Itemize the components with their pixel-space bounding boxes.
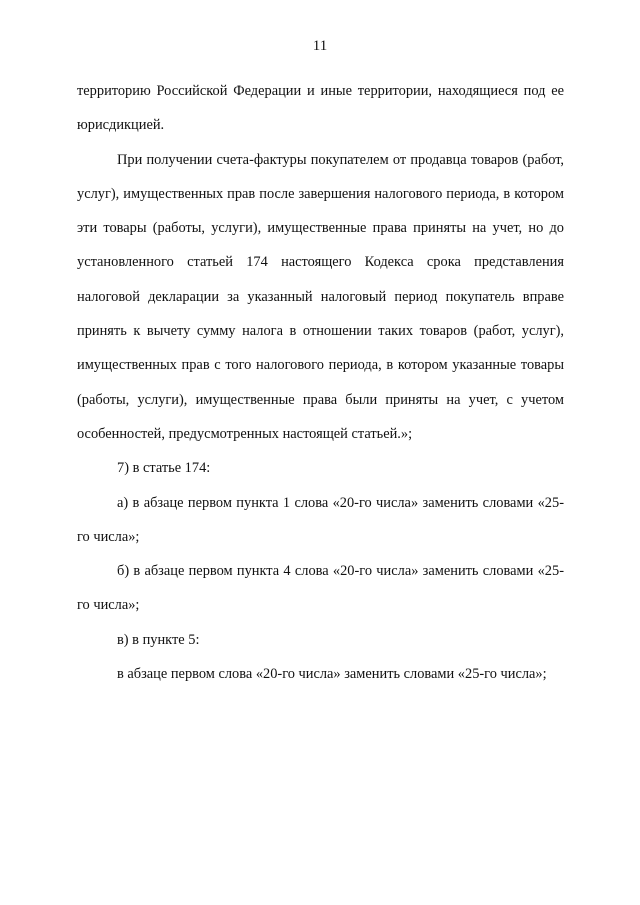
paragraph-item-a: а) в абзаце первом пункта 1 слова «20-го числа» заменить словами «25-го числа»; [77, 494, 564, 545]
paragraph-first-abzac: в абзаце первом слова «20-го числа» заменить словами «25-го числа»; [117, 666, 547, 683]
paragraph-item-b: б) в абзаце первом пункта 4 слова «20-го числа» заменить словами «25-го числа»; [77, 563, 564, 614]
paragraph-invoice-deduction: При получении счета-фактуры покупателем от продавца товаров (работ, услуг), имущественных прав после завершения налогового периода, в котором эти товары (работы, услуги), имущественные права приняты на учет, но до установленного статьей 174 настоящего Кодекса срока представления налоговой декларации за указанный налоговый период покупатель вправе принять к вычету сумму налога в отношении таких товаров (работ, услуг), имущественных прав с того налогового периода, в котором указанные товары (работы, услуги), имущественные права были приняты на учет, с учетом особенностей, предусмотренных настоящей статьей.»; [77, 151, 564, 442]
document-body [77, 74, 564, 691]
paragraph-item-7: 7) в статье 174: [117, 460, 211, 477]
paragraph-continuation: территорию Российской Федерации и иные территории, находящиеся под ее юрисдикцией. [77, 83, 564, 134]
page-number: 11 [312, 38, 328, 54]
paragraph-item-v: в) в пункте 5: [117, 631, 200, 648]
